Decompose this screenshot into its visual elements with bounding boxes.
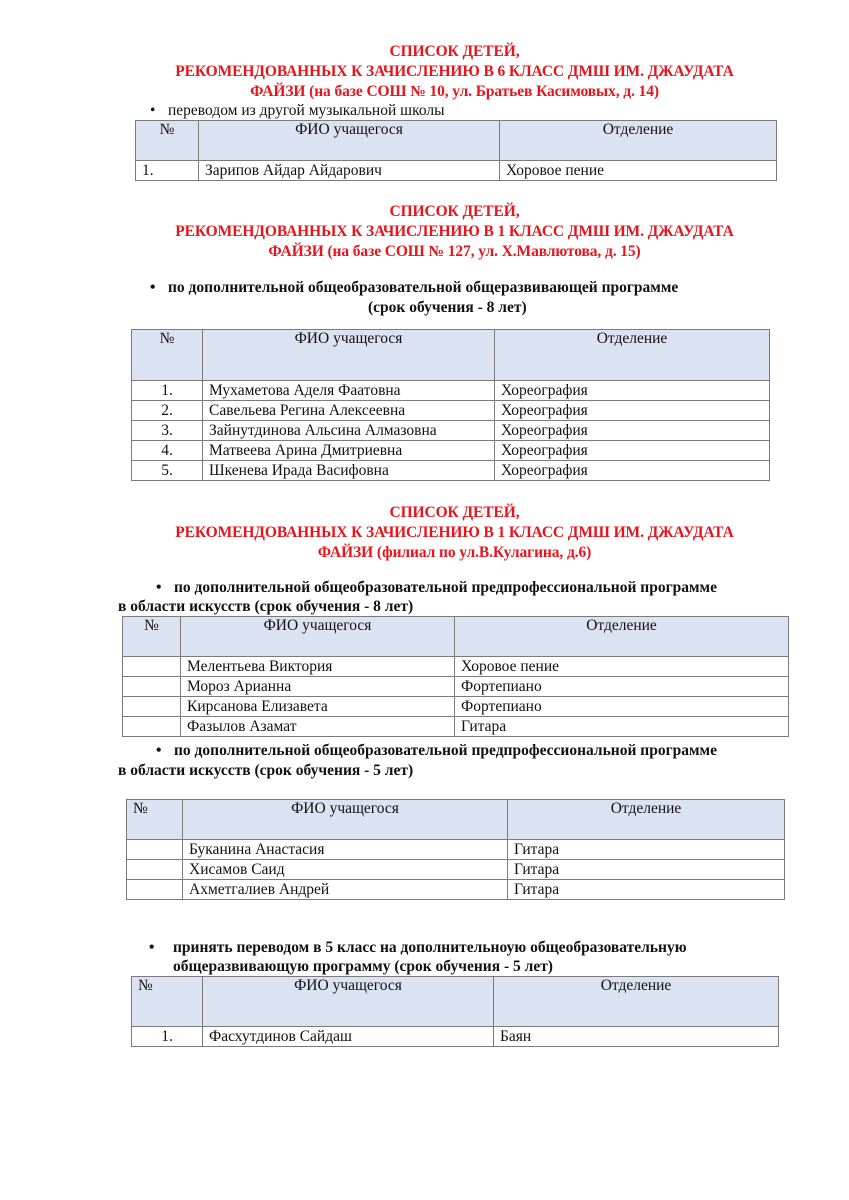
row-dept: Хореография — [495, 401, 770, 421]
table-row — [123, 697, 789, 717]
col-header-dept: Отделение — [494, 977, 779, 1027]
row-num — [123, 657, 181, 677]
row-name: Мороз Арианна — [181, 677, 455, 697]
bullet-text: по дополнительной общеобразовательной предпрофессиональной программе — [174, 742, 717, 759]
row-dept: Гитара — [508, 880, 785, 900]
col-header-num: № — [123, 617, 181, 657]
row-dept: Фортепиано — [455, 697, 789, 717]
row-name: Мухаметова Аделя Фаатовна — [203, 381, 495, 401]
row-num — [127, 840, 183, 860]
table-header-row — [132, 977, 779, 1027]
col-header-num: № — [127, 800, 183, 840]
title-line: РЕКОМЕНДОВАННЫХ К ЗАЧИСЛЕНИЮ В 6 КЛАСС ДМШ ИМ. ДЖАУДАТА — [175, 63, 734, 80]
table-header-row — [132, 330, 770, 381]
row-num: 1. — [136, 161, 199, 181]
group-2-bullet-line2 — [368, 298, 527, 318]
row-name: Зайнутдинова Альсина Алмазовна — [203, 421, 495, 441]
col-header-num: № — [132, 977, 203, 1027]
bullet-text: переводом из другой музыкальной школы — [168, 102, 445, 119]
bullet-text: общеразвивающую программу (срок обучения - 5 лет) — [173, 958, 553, 975]
col-header-num: № — [132, 330, 203, 381]
row-num — [123, 717, 181, 737]
table-row — [123, 717, 789, 737]
col-header-name: ФИО учащегося — [203, 330, 495, 381]
col-header-name: ФИО учащегося — [183, 800, 508, 840]
col-header-dept: Отделение — [495, 330, 770, 381]
table-row — [136, 161, 777, 181]
row-name: Матвеева Арина Дмитриевна — [203, 441, 495, 461]
section-3-title — [0, 503, 849, 563]
row-num: 1. — [132, 1027, 203, 1047]
section-2-title — [0, 202, 849, 262]
bullet-text: в области искусств (срок обучения - 8 лет) — [118, 598, 414, 615]
col-header-dept: Отделение — [508, 800, 785, 840]
row-name: Фазылов Азамат — [181, 717, 455, 737]
table-row — [127, 880, 785, 900]
col-header-dept: Отделение — [455, 617, 789, 657]
row-dept: Хореография — [495, 421, 770, 441]
table-row — [127, 840, 785, 860]
bullet-text: в области искусств (срок обучения - 5 лет) — [118, 762, 414, 779]
group-3c-bullet-line2 — [173, 957, 553, 977]
row-num — [127, 880, 183, 900]
row-name: Буканина Анастасия — [183, 840, 508, 860]
bullet-text: по дополнительной общеобразовательной общеразвивающей программе — [168, 279, 679, 296]
group-3c-bullet — [149, 938, 687, 958]
group-3b-bullet — [156, 741, 717, 761]
title-line: ФАЙЗИ (филиал по ул.В.Кулагина, д.6) — [317, 544, 592, 561]
table-row — [132, 421, 770, 441]
table-row — [132, 401, 770, 421]
table-section-3a — [122, 616, 789, 737]
bullet-icon: • — [150, 102, 156, 119]
row-name: Савельева Регина Алексеевна — [203, 401, 495, 421]
row-num: 1. — [132, 381, 203, 401]
row-num — [123, 677, 181, 697]
bullet-text: принять переводом в 5 класс на дополнительноую общеобразовательную — [173, 939, 687, 956]
table-section-1 — [135, 120, 777, 181]
title-line: СПИСОК ДЕТЕЙ, — [389, 43, 520, 60]
table-header-row — [136, 121, 777, 161]
title-line: ФАЙЗИ (на базе СОШ № 10, ул. Братьев Касимовых, д. 14) — [250, 83, 659, 100]
table-row — [132, 441, 770, 461]
row-num: 5. — [132, 461, 203, 481]
row-dept: Хореография — [495, 461, 770, 481]
title-line: РЕКОМЕНДОВАННЫХ К ЗАЧИСЛЕНИЮ В 1 КЛАСС ДМШ ИМ. ДЖАУДАТА — [175, 524, 734, 541]
row-name: Кирсанова Елизавета — [181, 697, 455, 717]
row-name: Ахметгалиев Андрей — [183, 880, 508, 900]
row-dept: Хореография — [495, 381, 770, 401]
row-num: 2. — [132, 401, 203, 421]
col-header-num: № — [136, 121, 199, 161]
row-dept: Баян — [494, 1027, 779, 1047]
bullet-icon: • — [150, 279, 156, 296]
row-dept: Гитара — [508, 860, 785, 880]
table-row — [123, 657, 789, 677]
row-name: Фасхутдинов Сайдаш — [203, 1027, 494, 1047]
title-line: СПИСОК ДЕТЕЙ, — [389, 504, 520, 521]
row-name: Хисамов Саид — [183, 860, 508, 880]
table-row — [127, 860, 785, 880]
row-name: Шкенева Ирада Васифовна — [203, 461, 495, 481]
table-row — [123, 677, 789, 697]
group-2-bullet — [150, 278, 678, 298]
bullet-text: по дополнительной общеобразовательной предпрофессиональной программе — [174, 579, 717, 596]
row-dept: Хореография — [495, 441, 770, 461]
col-header-name: ФИО учащегося — [181, 617, 455, 657]
col-header-name: ФИО учащегося — [199, 121, 500, 161]
row-dept: Фортепиано — [455, 677, 789, 697]
table-section-2 — [131, 329, 770, 481]
col-header-dept: Отделение — [500, 121, 777, 161]
row-num: 4. — [132, 441, 203, 461]
row-name: Зарипов Айдар Айдарович — [199, 161, 500, 181]
row-dept: Хоровое пение — [500, 161, 777, 181]
row-num — [127, 860, 183, 880]
section-1-title — [0, 42, 849, 102]
table-section-3c — [131, 976, 779, 1047]
bullet-icon: • — [149, 939, 155, 956]
table-row — [132, 1027, 779, 1047]
bullet-icon: • — [156, 579, 162, 596]
table-header-row — [123, 617, 789, 657]
row-dept: Гитара — [455, 717, 789, 737]
col-header-name: ФИО учащегося — [203, 977, 494, 1027]
group-3a-bullet-line2 — [118, 597, 413, 617]
bullet-text: (срок обучения - 8 лет) — [368, 299, 527, 316]
bullet-icon: • — [156, 742, 162, 759]
table-header-row — [127, 800, 785, 840]
table-row — [132, 381, 770, 401]
group-3b-bullet-line2 — [118, 761, 413, 781]
title-line: СПИСОК ДЕТЕЙ, — [389, 203, 520, 220]
group-3a-bullet — [156, 578, 717, 598]
table-row — [132, 461, 770, 481]
group-1-bullet — [150, 101, 445, 121]
title-line: ФАЙЗИ (на базе СОШ № 127, ул. Х.Мавлютова, д. 15) — [268, 243, 641, 260]
row-dept: Гитара — [508, 840, 785, 860]
row-num: 3. — [132, 421, 203, 441]
row-num — [123, 697, 181, 717]
row-dept: Хоровое пение — [455, 657, 789, 677]
row-name: Мелентьева Виктория — [181, 657, 455, 677]
title-line: РЕКОМЕНДОВАННЫХ К ЗАЧИСЛЕНИЮ В 1 КЛАСС ДМШ ИМ. ДЖАУДАТА — [175, 223, 734, 240]
table-section-3b — [126, 799, 785, 900]
